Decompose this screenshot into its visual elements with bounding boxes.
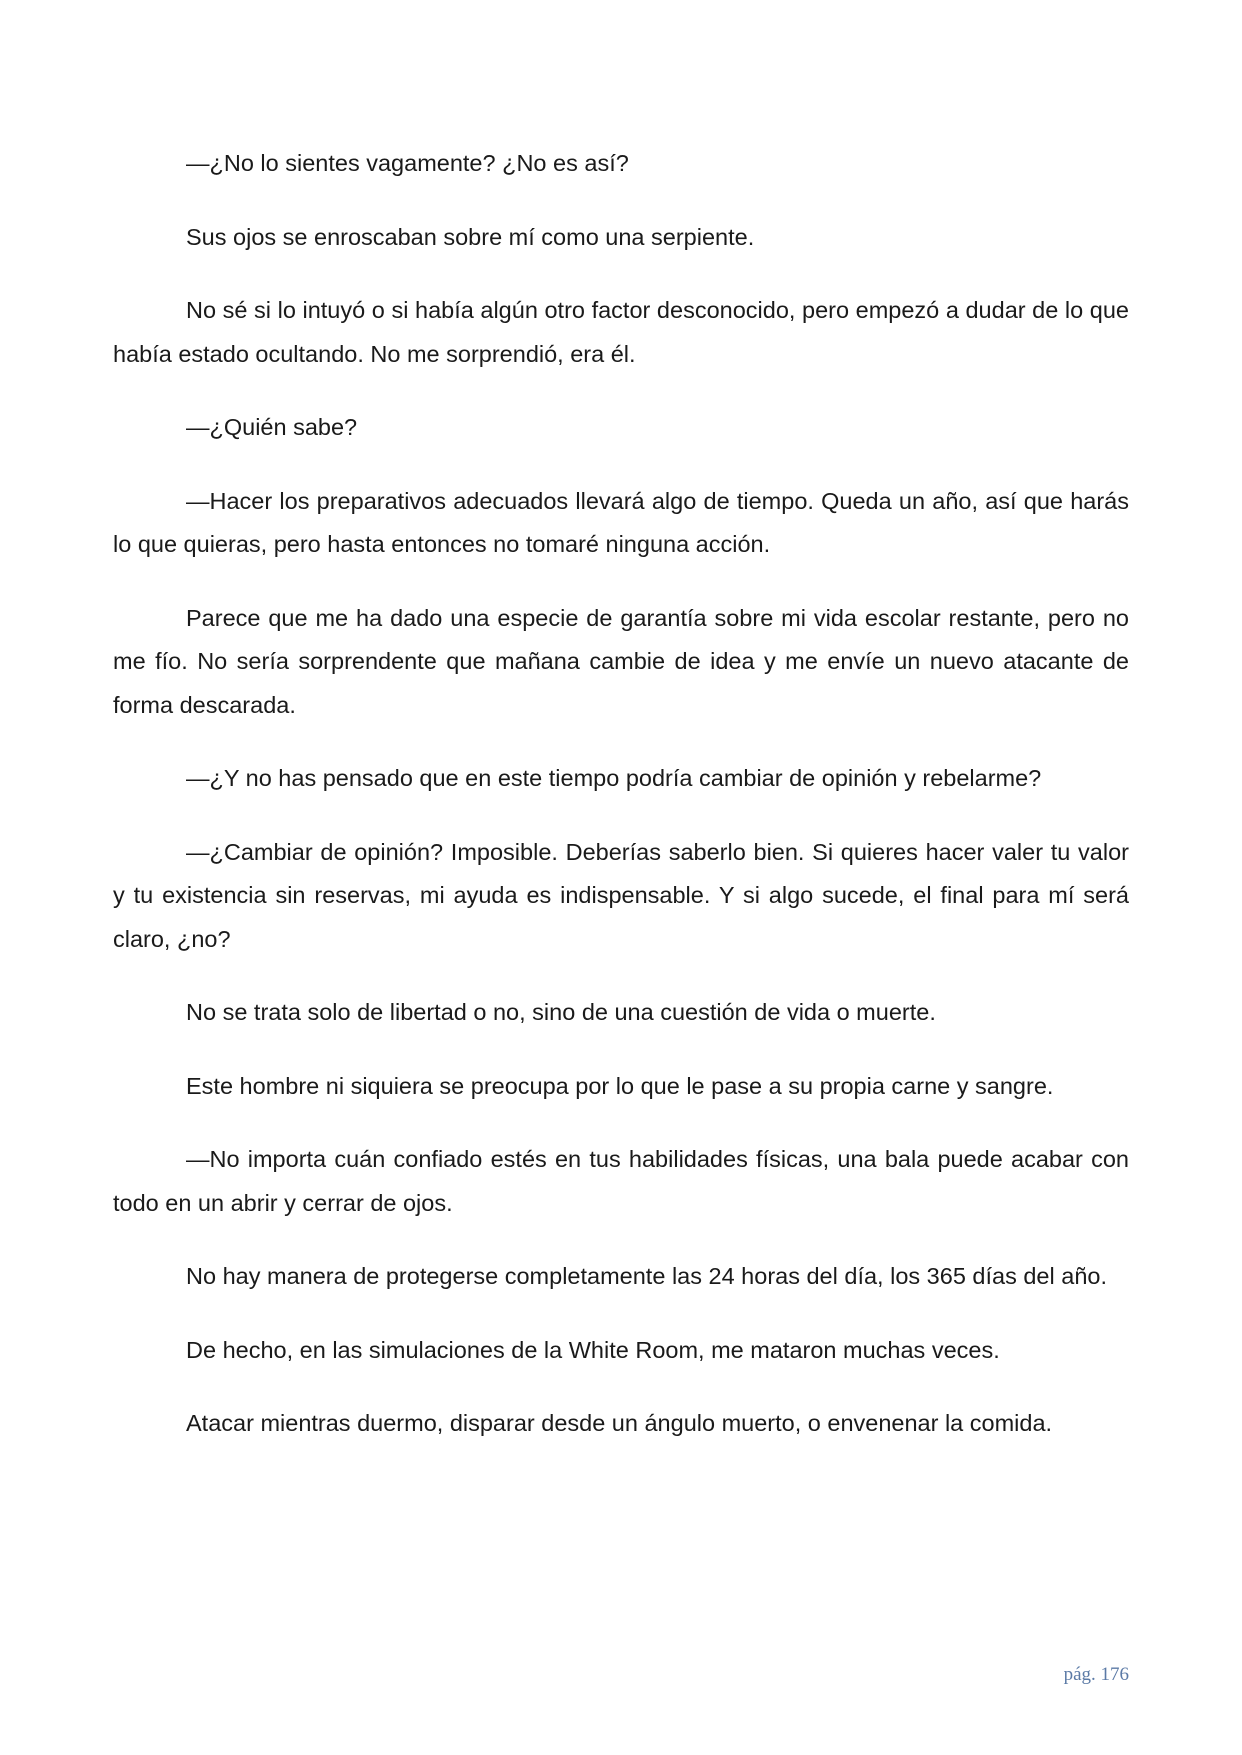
paragraph-5: —Hacer los preparativos adecuados llevará algo de tiempo. Queda un año, así que harás lo que quieras, pero hasta entonces no tomaré ninguna acción. bbox=[113, 487, 1129, 557]
paragraph-2: Sus ojos se enroscaban sobre mí como una serpiente. bbox=[186, 223, 755, 250]
paragraph-10: Este hombre ni siquiera se preocupa por lo que le pase a su propia carne y sangre. bbox=[186, 1072, 1054, 1099]
paragraph-1: —¿No lo sientes vagamente? ¿No es así? bbox=[186, 150, 629, 176]
paragraph-13: De hecho, en las simulaciones de la White Room, me mataron muchas veces. bbox=[186, 1336, 1000, 1363]
paragraph-11: —No importa cuán confiado estés en tus habilidades físicas, una bala puede acabar con todo en un abrir y cerrar de ojos. bbox=[113, 1146, 1129, 1216]
paragraph-4: —¿Quién sabe? bbox=[186, 414, 358, 440]
page-number: pág. 176 bbox=[1063, 1664, 1129, 1685]
paragraph-6: Parece que me ha dado una especie de garantía sobre mi vida escolar restante, pero no me fío. No sería sorprendente que mañana cambie de idea y me envíe un nuevo atacante de forma descarada. bbox=[113, 604, 1129, 718]
paragraph-3: No sé si lo intuyó o si había algún otro factor desconocido, pero empezó a dudar de lo que había estado ocultando. No me sorprendió, era él. bbox=[113, 297, 1129, 367]
paragraph-14: Atacar mientras duermo, disparar desde un ángulo muerto, o envenenar la comida. bbox=[186, 1410, 1053, 1436]
paragraph-8: —¿Cambiar de opinión? Imposible. Deberías saberlo bien. Si quieres hacer valer tu valor y tu existencia sin reservas, mi ayuda es indispensable. Y si algo sucede, el final para mí será claro, ¿no? bbox=[113, 838, 1129, 952]
paragraph-12: No hay manera de protegerse completamente las 24 horas del día, los 365 días del año. bbox=[186, 1263, 1107, 1289]
paragraph-7: —¿Y no has pensado que en este tiempo podría cambiar de opinión y rebelarme? bbox=[186, 765, 1042, 791]
body-text bbox=[113, 142, 1129, 1476]
paragraph-9: No se trata solo de libertad o no, sino de una cuestión de vida o muerte. bbox=[186, 999, 936, 1025]
